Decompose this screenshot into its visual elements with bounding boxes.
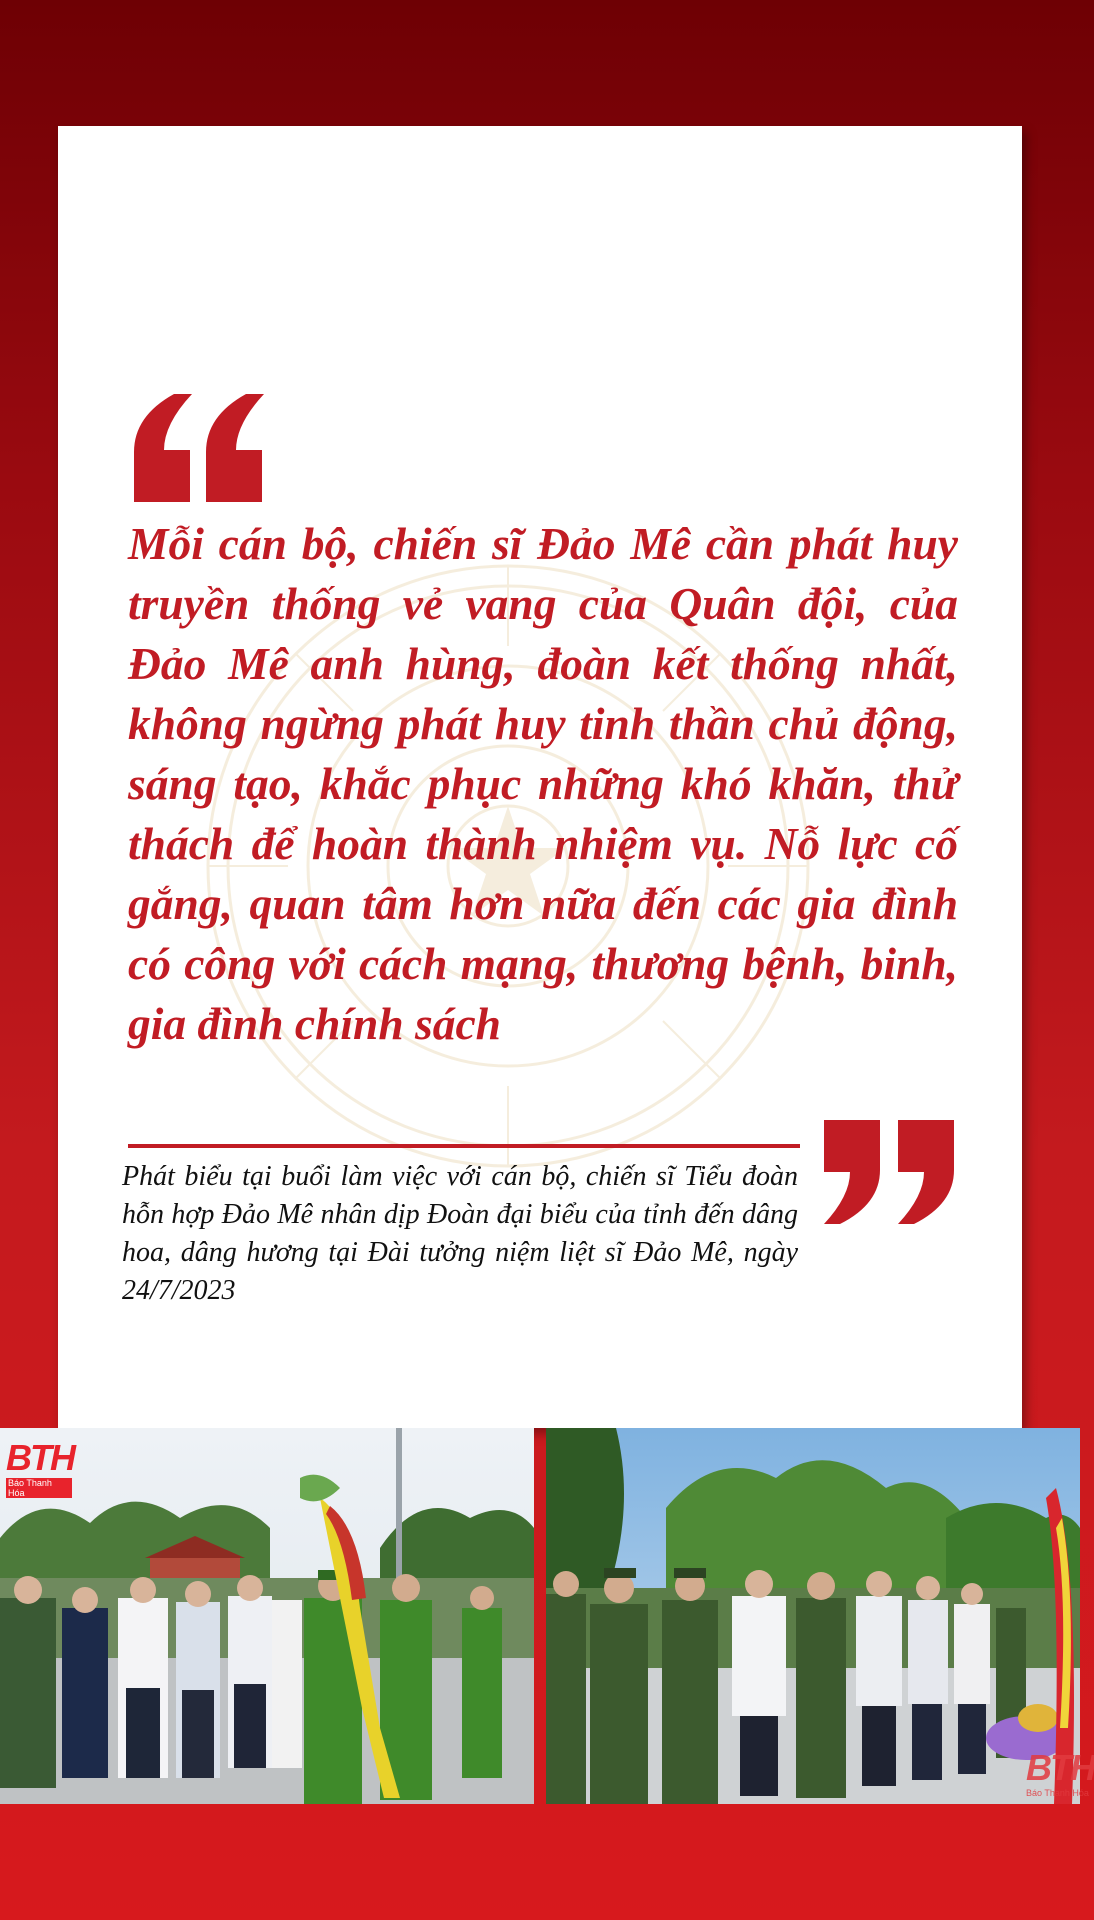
photo-strip <box>0 1428 1094 1804</box>
bth-logo-mark: BTH <box>6 1437 74 1478</box>
ceremony-photo-right <box>546 1428 1094 1804</box>
bth-logo-mark: BTH <box>1026 1747 1094 1788</box>
bth-logo <box>6 1437 74 1498</box>
quote-attribution: Phát biểu tại buổi làm việc với cán bộ, chiến sĩ Tiểu đoàn hỗn hợp Đảo Mê nhân dịp Đoàn đại biểu của tỉnh đến dâng hoa, dâng hương tại Đài tưởng niệm liệt sĩ Đảo Mê, ngày 24/7/2023 <box>122 1161 798 1306</box>
quote-card <box>58 126 1022 1428</box>
ceremony-photo-left <box>0 1428 534 1804</box>
quote-close-icon <box>824 1120 954 1224</box>
quote-text: Mỗi cán bộ, chiến sĩ Đảo Mê cần phát huy truyền thống vẻ vang của Quân đội, của Đảo Mê anh hùng, đoàn kết thống nhất, không ngừng phát huy tinh thần chủ động, sáng tạo, khắc phục những khó khăn, thử thách để hoàn thành nhiệm vụ. Nỗ lực cố gắng, quan tâm hơn nữa đến các gia đình có công với cách mạng, thương bệnh, binh, gia đình chính sách <box>128 518 958 1049</box>
bth-logo-subtitle: Báo Thanh Hóa <box>6 1478 72 1498</box>
divider <box>128 1144 800 1148</box>
quote-open-icon <box>134 394 264 502</box>
bth-logo <box>1026 1747 1094 1802</box>
bth-logo-subtitle: Báo Thanh Hóa <box>1026 1788 1089 1798</box>
